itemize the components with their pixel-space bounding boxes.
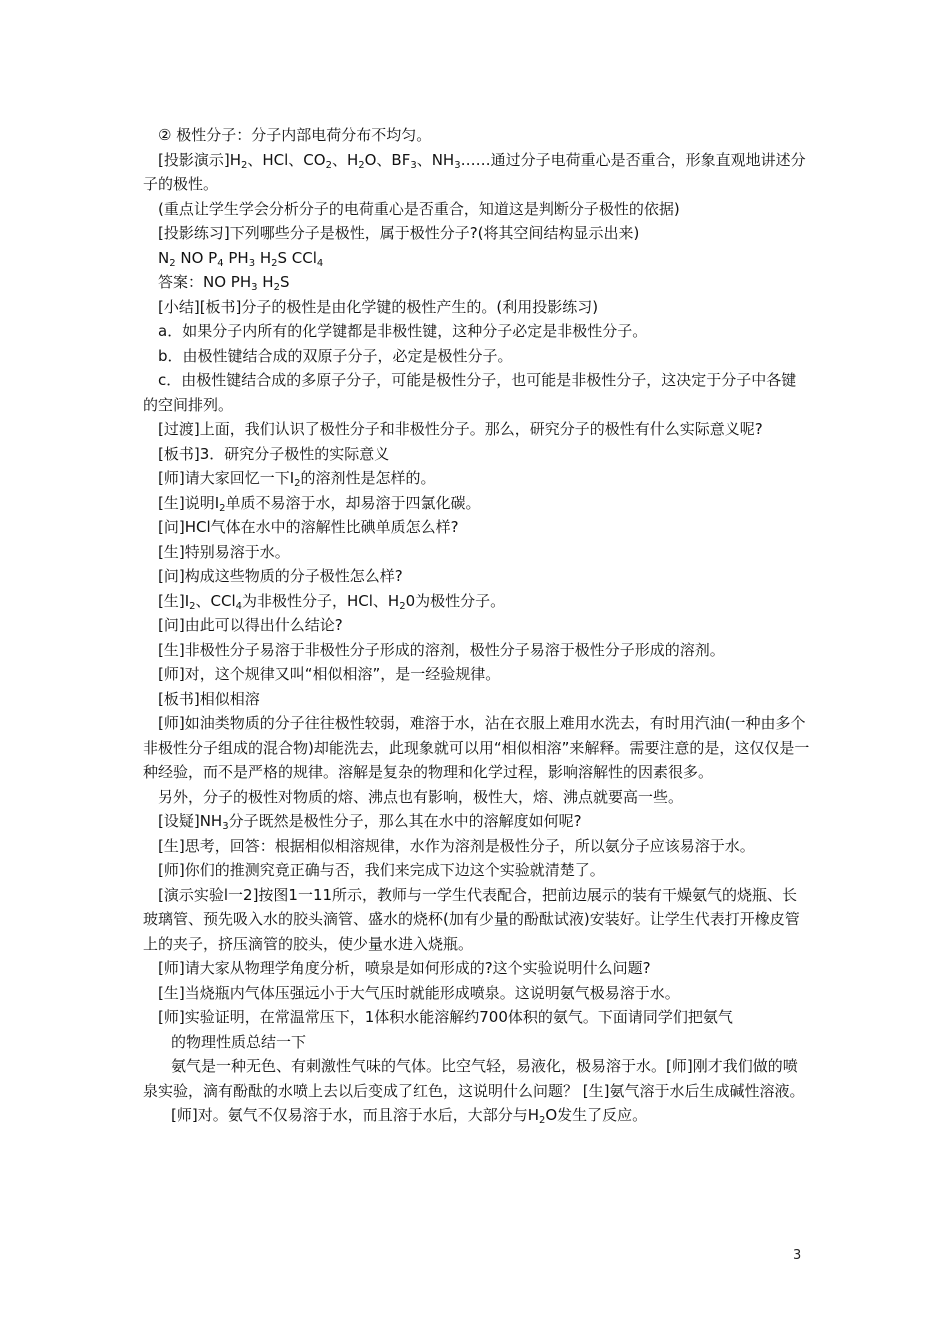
text-line-l10: c．由极性键结合成的多原子分子，可能是极性分子，也可能是非极性分子，这决定于分子中各键的空间排列。 [143, 371, 797, 414]
text-line-l27: [师]你们的推测究竟正确与否，我们来完成下边这个实验就清楚了。 [158, 861, 605, 879]
text-line-l30: [生]当烧瓶内气体压强远小于大气压时就能形成喷泉。这说明氨气极易溶于水。 [158, 983, 680, 1002]
text-line-l05: $N_2$ NO $P_4$ $PH_3$ $H_2S$ CCl$_4$ [158, 248, 324, 269]
text-line-l16: [生]特别易溶于水。 [158, 542, 290, 561]
text-line-l20: [生]非极性分子易溶于非极性分子形成的溶剂，极性分子易溶于极性分子形成的溶剂。 [158, 640, 725, 659]
text-line-l32: 的物理性质总结一下 [171, 1032, 307, 1051]
text-line-l26: [生]思考，回答：根据相似相溶规律，水作为溶剂是极性分子，所以氨分子应该易溶于水。 [158, 836, 755, 855]
text-line-l13: [师]请大家回忆一下$I_2$的溶剂性是怎样的。 [158, 469, 436, 489]
text-line-l03: (重点让学生学会分析分子的电荷重心是否重合，知道这是判断分子极性的依据) [158, 199, 680, 218]
text-line-l22: [板书]相似相溶 [158, 689, 260, 708]
text-line-l18: [生]$I_2$、CCl$_4$为非极性分子，HCl、$H_20$为极性分子。 [158, 591, 506, 612]
text-line-l09: b．由极性键结合成的双原子分子，必定是极性分子。 [158, 346, 513, 365]
text-line-l06: 答案：NO $PH_3$ $H_2S$ [158, 273, 290, 293]
text-line-l23: [师]如油类物质的分子往往极性较弱，难溶于水，沾在衣服上难用水洗去，有时用汽油(一种由多个非极性分子组成的混合物)却能洗去，此现象就可以用“相似相溶”来解释。需要注意的是，这仅仅是一种经验，而不是严格的规律。溶解是复杂的物理和化学过程，影响溶解性的因素很多。 [143, 714, 810, 781]
text-line-l15: [问]HCl气体在水中的溶解性比碘单质怎么样? [158, 518, 459, 536]
text-line-l31: [师]实验证明，在常温常压下，1体积水能溶解约700体积的氨气。下面请同学们把氨气 [158, 1008, 733, 1026]
text-line-l01: ② 极性分子：分子内部电荷分布不均匀。 [158, 126, 432, 144]
text-line-l08: a．如果分子内所有的化学键都是非极性键，这种分子必定是非极性分子。 [158, 322, 648, 340]
document-body [143, 123, 811, 1128]
text-line-l11: [过渡]上面，我们认识了极性分子和非极性分子。那么，研究分子的极性有什么实际意义呢? [158, 420, 763, 438]
text-line-l25: [设疑]$NH_3$分子既然是极性分子，那么其在水中的溶解度如何呢? [158, 812, 582, 832]
text-line-l34: [师]对。氨气不仅易溶于水，而且溶于水后，大部分与$H_2O$发生了反应。 [171, 1106, 648, 1126]
text-line-l29: [师]请大家从物理学角度分析，喷泉是如何形成的?这个实验说明什么问题? [158, 959, 651, 977]
page-number: 3 [793, 1248, 802, 1263]
text-line-l19: [问]由此可以得出什么结论? [158, 616, 343, 634]
text-line-l21: [师]对，这个规律又叫“相似相溶”，是一经验规律。 [158, 665, 501, 683]
text-line-l24: 另外，分子的极性对物质的熔、沸点也有影响，极性大，熔、沸点就要高一些。 [158, 787, 684, 806]
text-line-l02: [投影演示]$H_2$、HCl、$CO_2$、$H_2O$、$BF_3$、$NH_3\dots\dots$通过分子电荷重心是否重合，形象直观地讲述分子的极性。 [143, 150, 806, 193]
text-line-l07: [小结][板书]分子的极性是由化学键的极性产生的。(利用投影练习) [158, 297, 599, 316]
text-line-l12: [板书]3．研究分子极性的实际意义 [158, 444, 390, 463]
text-line-l28: [演示实验l一2]按图1一11所示，教师与一学生代表配合，把前边展示的装有干燥氨气的烧瓶、长玻璃管、预先吸入水的胶头滴管、盛水的烧杯(加有少量的酚酞试液)安装好。让学生代表打开橡皮管上的夹子，挤压滴管的胶头，使少量水进入烧瓶。 [143, 885, 800, 953]
text-line-l14: [生]说明$I_2$单质不易溶于水，却易溶于四氯化碳。 [158, 493, 481, 514]
text-line-l04: [投影练习]下列哪些分子是极性，属于极性分子?(将其空间结构显示出来) [158, 224, 640, 242]
text-line-l33: 氨气是一种无色、有刺激性气味的气体。比空气轻，易液化，极易溶于水。[师]刚才我们做的喷泉实验，滴有酚酞的水喷上去以后变成了红色，这说明什么问题？ [生]氨气溶于水后生成碱性溶液。 [143, 1057, 805, 1100]
text-line-l17: [问]构成这些物质的分子极性怎么样? [158, 567, 403, 585]
